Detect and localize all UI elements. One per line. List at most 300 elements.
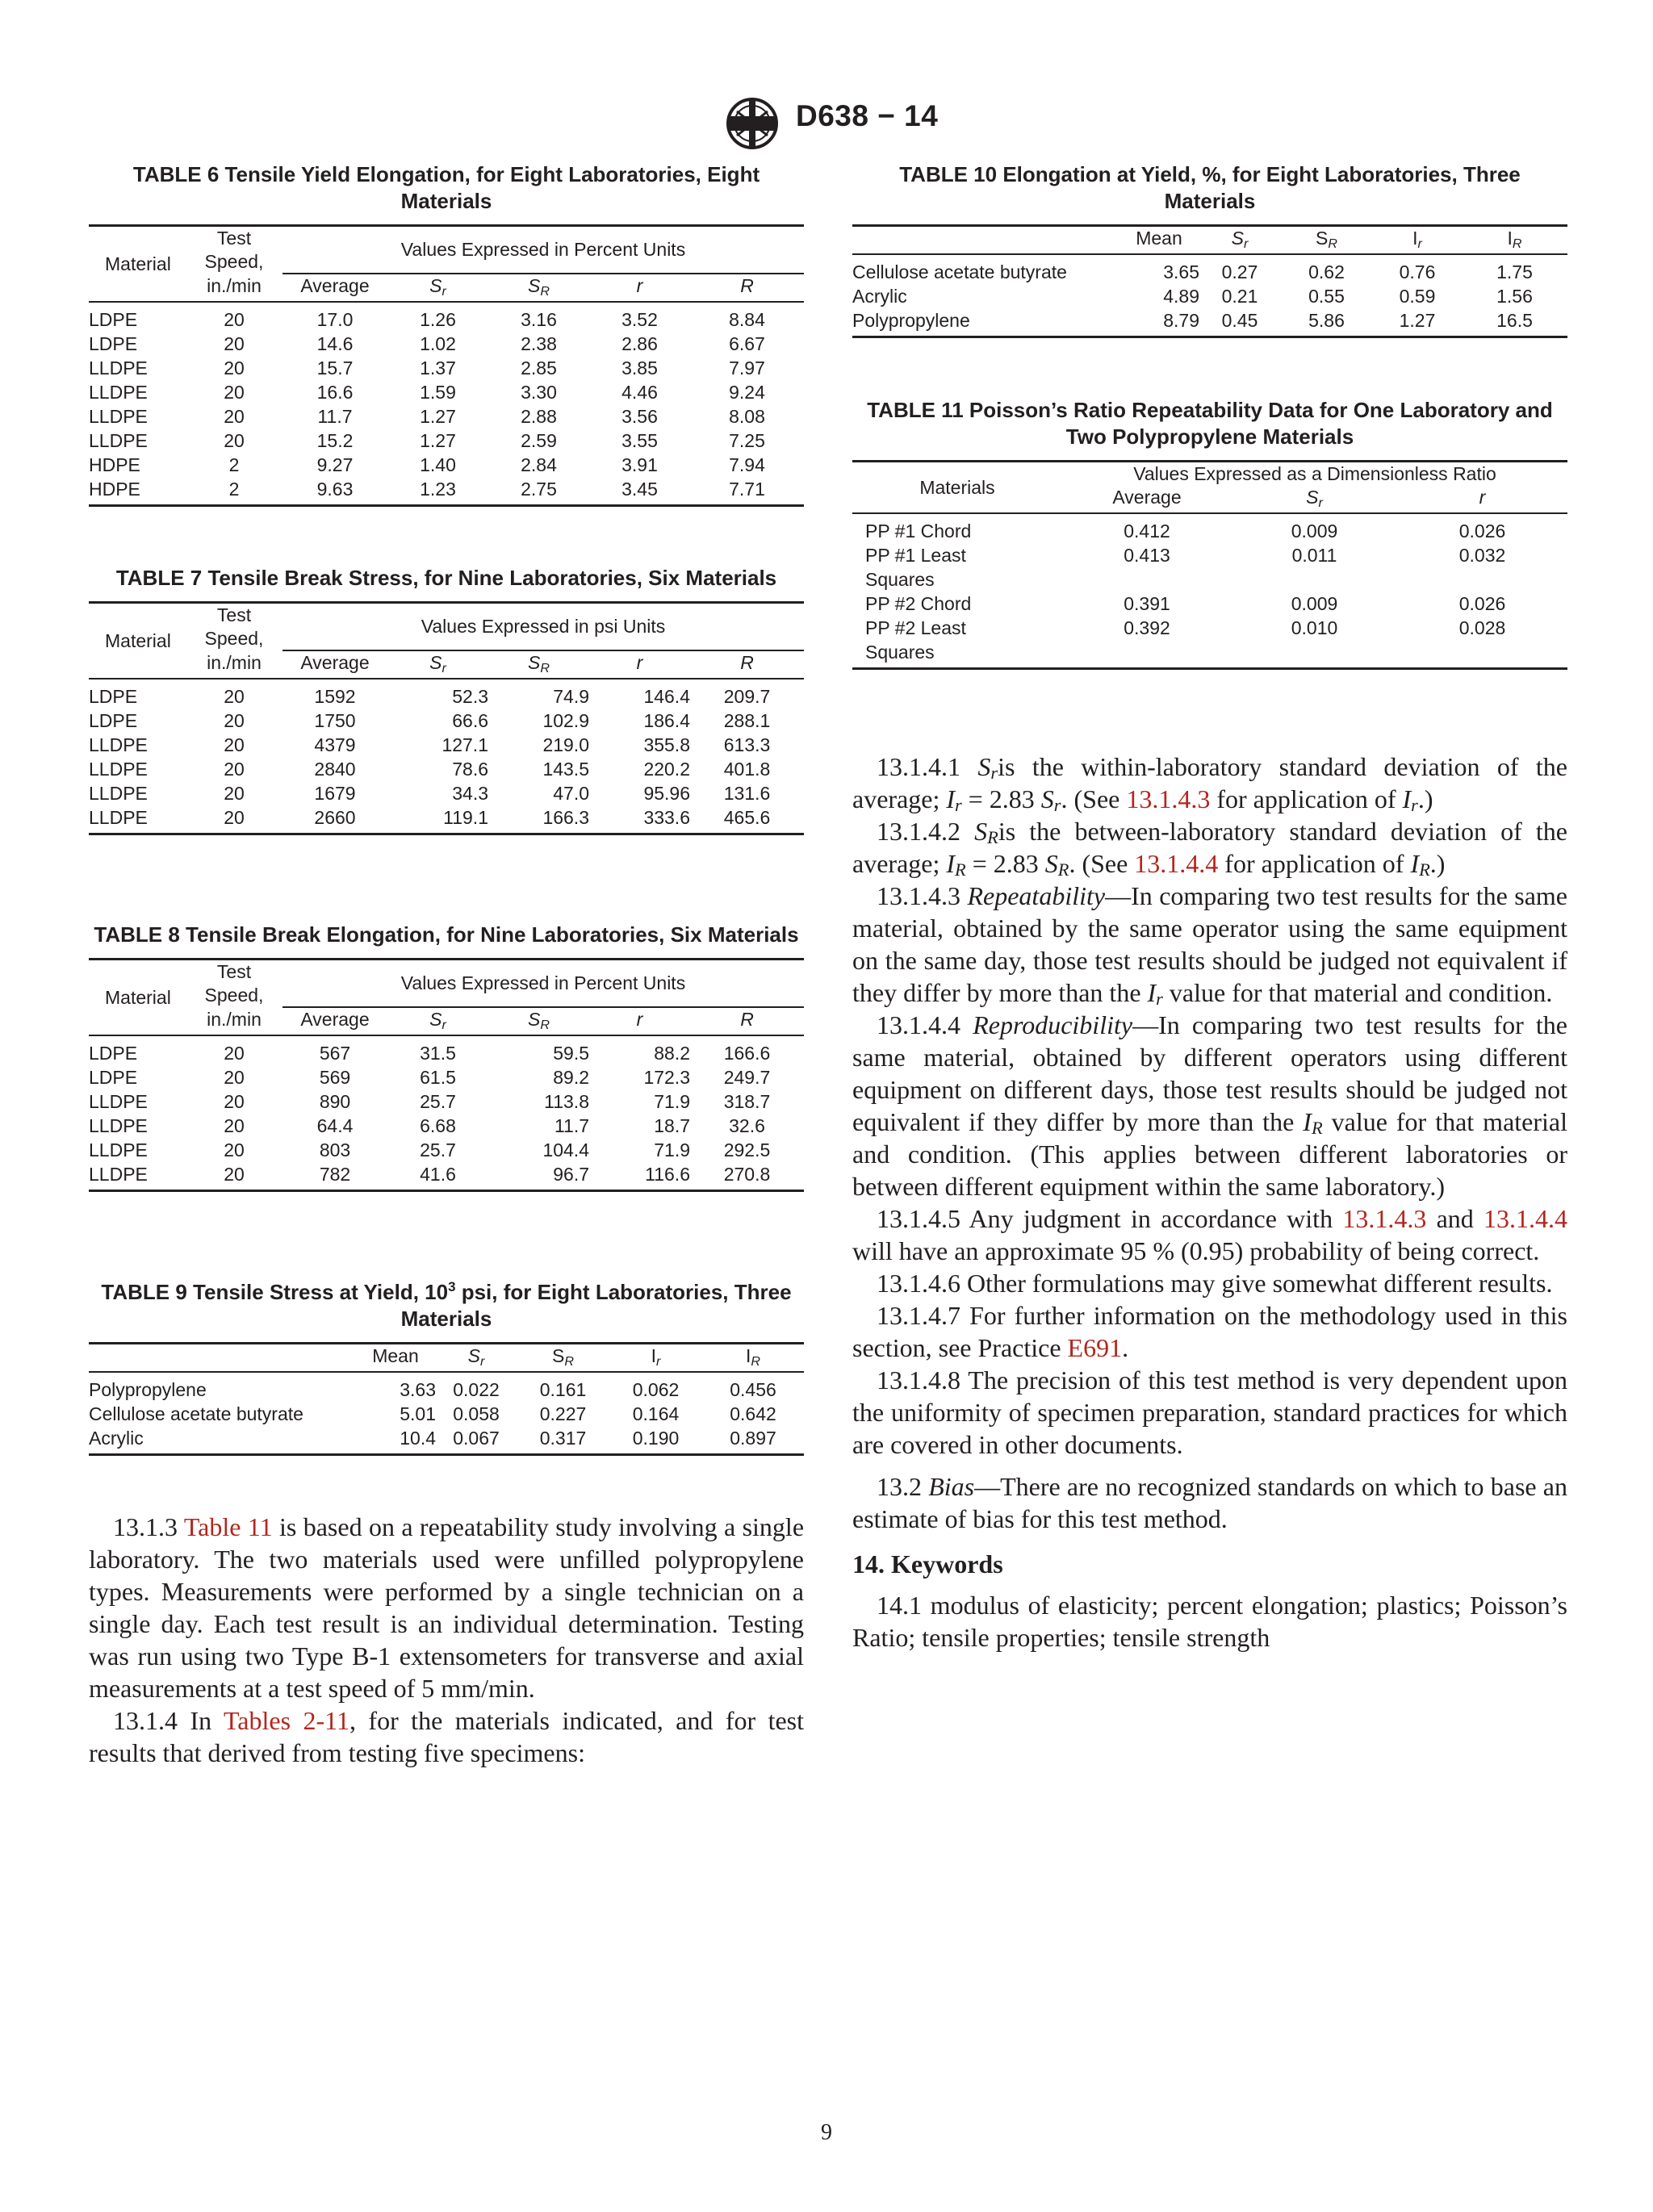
table-7-header-r: r xyxy=(589,650,690,679)
table-cell: 288.1 xyxy=(723,710,771,731)
heading-keywords: 14. Keywords xyxy=(852,1549,1003,1579)
table-cell: 0.21 xyxy=(1221,286,1258,307)
table-8-row xyxy=(89,1089,804,1114)
table-cell: 1.75 xyxy=(1496,261,1533,282)
table-cell: 96.7 xyxy=(488,1162,589,1191)
table-cell: 0.62 xyxy=(1308,261,1345,282)
table-cell: 890 xyxy=(319,1091,351,1112)
table-cell: 2660 xyxy=(282,805,387,834)
table-6-header-R: R xyxy=(690,274,804,302)
table-6-row xyxy=(89,429,804,453)
table-cell: PP #2 Chord xyxy=(865,593,972,614)
table-cell: 20 xyxy=(224,358,245,378)
table-cell: Acrylic xyxy=(89,1426,355,1455)
paragraph-13-1-4-3: 13.1.4.3 Repeatability—In comparing two test results for the same material, obtained by the same operator using the same equipment on the same day, those test results should be judged not equivalent if they differ by more than the $I_r$ value for that material and condition. xyxy=(852,881,1567,1009)
table-cell: LDPE xyxy=(89,333,138,354)
table-cell: LLDPE xyxy=(89,759,148,780)
table-cell: 20 xyxy=(186,1162,282,1191)
table-cell: 0.642 xyxy=(730,1403,776,1424)
table-8-row xyxy=(89,1065,804,1089)
table-cell: 1.59 xyxy=(420,382,456,403)
table-11-header-average: Average xyxy=(1062,486,1232,513)
table-cell: 3.16 xyxy=(521,309,557,330)
table-7-header-speed-2: Speed, xyxy=(204,628,264,649)
paragraph-13-1-3: 13.1.3 Table 11 is based on a repeatability study involving a single laboratory. The two materials used were unfilled polypropylene types. Measurements were performed by a single technician on a single day. Each test result is an individual determination. Testing was run using two Type B-1 extensometers for transverse and axial measurements at a test speed of 5 mm/min. xyxy=(89,1512,805,1703)
table-7-header-speed-3: in./min xyxy=(186,650,282,679)
table-cell: 0.190 xyxy=(609,1426,702,1455)
table-cell: 78.6 xyxy=(452,759,488,780)
table-cell: 2.59 xyxy=(521,430,557,451)
table-11-header-r: r xyxy=(1397,486,1567,513)
table-cell: 16.6 xyxy=(316,382,354,403)
table-cell: LDPE xyxy=(89,309,138,330)
table-cell: 5.86 xyxy=(1280,308,1373,337)
table-cell: 52.3 xyxy=(452,686,488,707)
table-9-header-sR: $S_R$ xyxy=(517,1344,609,1373)
table-7-header-sr: $S_r$ xyxy=(387,650,488,679)
table-cell: 18.7 xyxy=(654,1115,690,1136)
table-cell: 20 xyxy=(224,1067,245,1088)
table-6-header-group: Values Expressed in Percent Units xyxy=(282,226,804,274)
table-cell: 6.67 xyxy=(729,333,765,354)
table-cell: 20 xyxy=(224,686,245,707)
table-11-header-materials: Materials xyxy=(852,462,1062,514)
table-10-grid xyxy=(852,224,1567,338)
table-cell: 20 xyxy=(224,333,245,354)
table-cell: LLDPE xyxy=(89,1091,148,1112)
table-cell: 0.391 xyxy=(1124,593,1170,614)
table-6-caption: TABLE 6 Tensile Yield Elongation, for Eight Laboratories, Eight Materials xyxy=(132,162,760,213)
table-10 xyxy=(852,161,1567,338)
table-cell: 270.8 xyxy=(690,1162,804,1191)
link-13-1-4-4-b[interactable]: 13.1.4.4 xyxy=(1484,1204,1568,1233)
table-cell: 0.026 xyxy=(1458,593,1506,614)
table-7-header-sR: $S_R$ xyxy=(488,650,589,679)
table-cell: 3.56 xyxy=(621,406,658,427)
paragraph-14-1: 14.1 modulus of elasticity; percent elongation; plastics; Poisson’s Ratio; tensile properties; tensile strength xyxy=(852,1591,1567,1652)
table-cell: 143.5 xyxy=(542,759,589,780)
table-cell: 1.23 xyxy=(387,477,488,506)
table-cell: 74.9 xyxy=(553,686,589,707)
table-cell: 64.4 xyxy=(316,1115,354,1136)
table-7 xyxy=(89,565,804,835)
table-cell: 89.2 xyxy=(553,1067,589,1088)
table-cell: 172.3 xyxy=(643,1067,690,1088)
table-cell: 20 xyxy=(224,309,245,330)
table-8-header-speed-1: Test xyxy=(186,960,282,985)
table-cell: 10.4 xyxy=(355,1426,436,1455)
table-cell: 0.227 xyxy=(539,1403,587,1424)
table-cell: 2 xyxy=(228,454,240,475)
table-cell: 34.3 xyxy=(452,783,488,804)
table-7-row xyxy=(89,805,804,834)
table-11 xyxy=(852,397,1567,670)
table-cell: 0.026 xyxy=(1458,521,1506,542)
table-9-row xyxy=(89,1426,804,1455)
table-cell: 0.392 xyxy=(1124,617,1170,638)
table-cell: 25.7 xyxy=(420,1139,456,1160)
table-cell: LLDPE xyxy=(89,805,186,834)
table-7-header-material: Material xyxy=(89,603,186,679)
right-body-text xyxy=(852,751,1567,1654)
table-cell: 16.5 xyxy=(1462,308,1567,337)
table-cell: LLDPE xyxy=(89,430,148,451)
table-cell: 0.456 xyxy=(730,1379,776,1400)
table-6-grid xyxy=(89,224,804,507)
table-8 xyxy=(89,922,804,1192)
table-cell: 0.011 xyxy=(1291,545,1337,566)
table-cell: 102.9 xyxy=(542,710,589,731)
table-cell: LLDPE xyxy=(89,1139,148,1160)
table-cell xyxy=(1232,567,1397,592)
paragraph-13-1-4: 13.1.4 In Tables 2-11, for the materials indicated, and for test results that derived from testing five specimens: xyxy=(89,1706,805,1767)
table-cell: 1.02 xyxy=(420,333,456,354)
table-cell: 4.46 xyxy=(621,382,658,403)
table-cell: 59.5 xyxy=(553,1043,589,1064)
table-cell: 66.6 xyxy=(452,710,488,731)
table-cell: 0.022 xyxy=(453,1379,500,1400)
document-title: D638 − 14 xyxy=(796,99,939,132)
table-cell: LDPE xyxy=(89,1067,138,1088)
table-cell: 569 xyxy=(319,1067,351,1088)
table-cell: 20 xyxy=(224,710,245,731)
table-8-row xyxy=(89,1138,804,1162)
table-6-header-average: Average xyxy=(282,274,387,302)
table-7-header-R: R xyxy=(690,650,804,679)
table-8-header-speed-3: in./min xyxy=(186,1007,282,1035)
table-11-row xyxy=(852,567,1567,592)
table-cell: 8.79 xyxy=(1119,308,1199,337)
table-cell: 3.52 xyxy=(621,309,658,330)
table-cell: Acrylic xyxy=(852,286,907,307)
page-header xyxy=(0,95,1653,152)
table-cell: 166.6 xyxy=(723,1043,771,1064)
table-cell: 7.97 xyxy=(729,358,765,378)
table-cell: HDPE xyxy=(89,454,140,475)
table-10-header-sr: $S_r$ xyxy=(1199,226,1280,255)
left-body-text xyxy=(89,1511,804,1769)
table-cell: 0.76 xyxy=(1399,261,1436,282)
table-9-row xyxy=(89,1402,804,1426)
table-cell: 20 xyxy=(224,1091,245,1112)
table-cell: 4.89 xyxy=(1163,286,1199,307)
table-6-header-material: Material xyxy=(89,226,186,303)
table-cell: 0.058 xyxy=(453,1403,500,1424)
table-cell: 3.65 xyxy=(1163,261,1199,282)
paragraph-13-1-4-8: 13.1.4.8 The precision of this test method is very dependent upon the uniformity of specimen preparation, standard practices for which are covered in other documents. xyxy=(852,1365,1567,1459)
table-cell: 31.5 xyxy=(420,1043,456,1064)
table-cell: LLDPE xyxy=(89,734,148,755)
table-cell: 20 xyxy=(224,783,245,804)
table-8-row xyxy=(89,1035,804,1065)
table-9-header-ir: $I_r$ xyxy=(609,1344,702,1373)
table-11-row xyxy=(852,592,1567,616)
table-6-header-sr: $S_r$ xyxy=(387,274,488,302)
table-11-caption: TABLE 11 Poisson’s Ratio Repeatability Data for One Laboratory and Two Polypropylene Materials xyxy=(867,398,1553,449)
table-11-row xyxy=(852,616,1567,640)
table-cell: 209.7 xyxy=(723,686,771,707)
table-cell: 9.24 xyxy=(729,382,765,403)
table-cell: 1.40 xyxy=(420,454,456,475)
table-cell: 25.7 xyxy=(420,1091,456,1112)
table-cell: 803 xyxy=(319,1139,351,1160)
table-10-row xyxy=(852,308,1567,337)
table-cell: Polypropylene xyxy=(852,308,1119,337)
link-tables-2-11[interactable]: Tables 2-11 xyxy=(223,1706,349,1735)
table-cell: LLDPE xyxy=(89,358,148,378)
table-cell: 15.7 xyxy=(316,358,354,378)
table-cell: LLDPE xyxy=(89,406,148,427)
table-cell: 2.88 xyxy=(521,406,557,427)
table-8-row xyxy=(89,1162,804,1191)
table-cell: 1592 xyxy=(314,686,356,707)
table-cell: 71.9 xyxy=(654,1139,690,1160)
table-cell: 219.0 xyxy=(542,734,589,755)
table-cell: Cellulose acetate butyrate xyxy=(89,1403,303,1424)
table-cell: Cellulose acetate butyrate xyxy=(852,261,1067,282)
astm-logo-icon xyxy=(721,95,784,152)
table-cell xyxy=(1397,567,1567,592)
link-table-11[interactable]: Table 11 xyxy=(183,1512,273,1541)
table-8-header-average: Average xyxy=(282,1007,387,1035)
table-8-header-speed-2: Speed, xyxy=(204,985,264,1006)
table-7-row xyxy=(89,733,804,757)
table-cell: 131.6 xyxy=(723,783,771,804)
table-cell: 0.009 xyxy=(1291,593,1338,614)
table-9-header-iR: $I_R$ xyxy=(702,1344,804,1373)
table-cell: 20 xyxy=(224,382,245,403)
table-cell: 32.6 xyxy=(729,1115,765,1136)
table-8-header-r: r xyxy=(589,1007,690,1035)
table-cell: 0.45 xyxy=(1199,308,1280,337)
table-cell: 1.37 xyxy=(420,358,456,378)
table-10-row xyxy=(852,284,1567,308)
link-e691[interactable]: E691 xyxy=(1067,1333,1123,1362)
table-cell: 146.4 xyxy=(643,686,690,707)
table-cell xyxy=(1397,640,1567,669)
table-cell: 9.27 xyxy=(316,454,354,475)
table-cell: 401.8 xyxy=(723,759,771,780)
table-10-header-sR: $S_R$ xyxy=(1280,226,1373,255)
table-11-row xyxy=(852,513,1567,543)
table-8-header-R: R xyxy=(690,1007,804,1035)
table-7-header-average: Average xyxy=(282,650,387,679)
link-13-1-4-3-b[interactable]: 13.1.4.3 xyxy=(1342,1204,1427,1233)
table-cell: 186.4 xyxy=(643,710,690,731)
table-cell: 17.0 xyxy=(316,309,354,330)
link-13-1-4-4[interactable]: 13.1.4.4 xyxy=(1134,849,1219,878)
paragraph-13-2: 13.2 Bias—There are no recognized standards on which to base an estimate of bias for this test method. xyxy=(852,1472,1568,1533)
paragraph-13-1-4-4: 13.1.4.4 Reproducibility—In comparing two test results for the same material, obtained by different operators using different equipment on different days, those test results should be judged not equivalent if they differ by more than the $I_R$ value for that material and condition. (This applies between different laboratories or between different equipment within the same laboratory.) xyxy=(852,1010,1568,1201)
table-cell: 355.8 xyxy=(643,734,690,755)
table-cell: LDPE xyxy=(89,710,138,731)
table-cell: 2.86 xyxy=(621,333,658,354)
table-cell: 116.6 xyxy=(589,1162,690,1191)
paragraph-13-1-4-2: 13.1.4.2 $S_Ris$ the between-laboratory standard deviation of the average; $I_R = 2.83$ $S_R$. (See 13.1.4.4 for application of $I_R$.) xyxy=(852,817,1567,880)
table-cell: 2.38 xyxy=(521,333,557,354)
table-11-header-group: Values Expressed as a Dimensionless Ratio xyxy=(1062,462,1567,487)
table-cell: 11.7 xyxy=(554,1115,589,1136)
table-11-row xyxy=(852,640,1567,669)
table-cell: LDPE xyxy=(89,686,138,707)
table-10-header-iR: $I_R$ xyxy=(1462,226,1567,255)
table-cell: 8.84 xyxy=(729,309,765,330)
table-7-row xyxy=(89,757,804,781)
table-cell: 119.1 xyxy=(387,805,488,834)
table-10-caption: TABLE 10 Elongation at Yield, %, for Eight Laboratories, Three Materials xyxy=(899,162,1521,213)
table-cell: 1.56 xyxy=(1496,286,1533,307)
table-7-row xyxy=(89,709,804,733)
table-cell: 14.6 xyxy=(316,333,354,354)
table-cell: 88.2 xyxy=(654,1043,690,1064)
table-cell: 333.6 xyxy=(589,805,690,834)
table-cell: 20 xyxy=(224,1139,245,1160)
table-11-header-sr: $S_r$ xyxy=(1232,486,1397,513)
table-cell: 220.2 xyxy=(643,759,690,780)
table-cell: 113.8 xyxy=(544,1091,589,1112)
paragraph-13-1-4-6: 13.1.4.6 Other formulations may give somewhat different results. xyxy=(877,1269,1553,1298)
table-6-row xyxy=(89,332,804,356)
link-13-1-4-3[interactable]: 13.1.4.3 xyxy=(1126,784,1211,813)
table-cell: 1679 xyxy=(314,783,356,804)
table-6 xyxy=(89,161,804,507)
table-cell: 7.71 xyxy=(690,477,804,506)
table-7-header-group: Values Expressed in psi Units xyxy=(282,603,804,651)
table-6-row xyxy=(89,380,804,404)
table-6-header-speed-3: in./min xyxy=(186,274,282,302)
table-cell: 41.6 xyxy=(387,1162,488,1191)
table-6-row xyxy=(89,453,804,477)
table-cell: 2 xyxy=(186,477,282,506)
table-9-header-sr: $S_r$ xyxy=(436,1344,517,1373)
table-cell: 465.6 xyxy=(690,805,804,834)
table-cell: 318.7 xyxy=(723,1091,771,1112)
table-8-row xyxy=(89,1114,804,1138)
table-cell: Squares xyxy=(852,640,1062,669)
table-7-grid xyxy=(89,601,804,835)
table-cell: 127.1 xyxy=(441,734,488,755)
table-11-grid xyxy=(852,460,1567,670)
table-8-grid xyxy=(89,958,804,1192)
table-cell: 20 xyxy=(186,805,282,834)
table-cell: Polypropylene xyxy=(89,1379,207,1400)
table-cell: 0.317 xyxy=(517,1426,609,1455)
table-cell: 8.08 xyxy=(729,406,765,427)
table-cell: 20 xyxy=(224,1115,245,1136)
page-number: 9 xyxy=(821,2120,832,2145)
table-cell: 249.7 xyxy=(723,1067,771,1088)
table-cell: PP #1 Chord xyxy=(865,521,972,542)
table-cell: LLDPE xyxy=(89,1115,148,1136)
table-cell: 61.5 xyxy=(420,1067,456,1088)
table-cell: 71.9 xyxy=(654,1091,690,1112)
table-6-header-sR: $S_R$ xyxy=(488,274,589,302)
table-cell: 1750 xyxy=(314,710,356,731)
table-cell: PP #1 Least xyxy=(865,545,966,566)
table-cell: 0.59 xyxy=(1399,286,1436,307)
table-cell xyxy=(1062,567,1232,592)
table-cell: 1.27 xyxy=(420,406,456,427)
table-cell: 3.63 xyxy=(400,1379,436,1400)
table-cell: LLDPE xyxy=(89,1162,186,1191)
table-cell: 3.55 xyxy=(621,430,658,451)
table-cell: 1.27 xyxy=(1373,308,1462,337)
table-8-header-sr: $S_r$ xyxy=(387,1007,488,1035)
table-9 xyxy=(89,1279,804,1456)
table-cell: LLDPE xyxy=(89,382,148,403)
table-cell: 0.062 xyxy=(632,1379,680,1400)
table-cell: PP #2 Least xyxy=(865,617,966,638)
table-cell: 9.63 xyxy=(282,477,387,506)
table-cell: 0.009 xyxy=(1291,521,1338,542)
table-cell: 0.028 xyxy=(1458,617,1506,638)
table-cell: 0.412 xyxy=(1124,521,1170,542)
table-10-header-ir: $I_r$ xyxy=(1373,226,1462,255)
table-6-header-speed-1: Test xyxy=(186,226,282,251)
table-cell: 15.2 xyxy=(316,430,354,451)
table-9-grid xyxy=(89,1342,804,1456)
table-cell xyxy=(1232,640,1397,669)
table-cell: 0.032 xyxy=(1458,545,1506,566)
table-cell: 2.75 xyxy=(488,477,589,506)
table-cell: 3.85 xyxy=(621,358,658,378)
table-cell: LLDPE xyxy=(89,783,148,804)
table-cell: 0.897 xyxy=(702,1426,804,1455)
table-cell: 20 xyxy=(224,1043,245,1064)
table-cell: 3.45 xyxy=(589,477,690,506)
table-cell: 2840 xyxy=(314,759,356,780)
table-cell: 0.010 xyxy=(1291,617,1338,638)
table-cell: 0.27 xyxy=(1221,261,1258,282)
table-9-row xyxy=(89,1372,804,1402)
table-cell: 47.0 xyxy=(553,783,589,804)
paragraph-13-1-4-1: 13.1.4.1 $S_ris$ the within-laboratory standard deviation of the average; $I_r = 2.83$ $S_r$. (See 13.1.4.3 for application of $I_r$.) xyxy=(852,752,1568,815)
table-7-caption: TABLE 7 Tensile Break Stress, for Nine Laboratories, Six Materials xyxy=(115,566,777,590)
table-8-header-group: Values Expressed in Percent Units xyxy=(282,960,804,1008)
table-10-header-mean: Mean xyxy=(1119,226,1199,255)
table-cell: 20 xyxy=(224,430,245,451)
table-cell: 11.7 xyxy=(317,406,353,427)
table-cell: 3.91 xyxy=(621,454,658,475)
table-cell: 4379 xyxy=(314,734,356,755)
table-6-header-speed-2: Speed, xyxy=(204,251,264,272)
table-cell: 0.413 xyxy=(1124,545,1170,566)
table-7-header-speed-1: Test xyxy=(186,603,282,628)
table-cell: 104.4 xyxy=(542,1139,589,1160)
table-8-header-material: Material xyxy=(89,960,186,1036)
table-cell xyxy=(1062,640,1232,669)
table-cell: LDPE xyxy=(89,1043,138,1064)
table-6-header-r: r xyxy=(589,274,690,302)
table-8-header-sR: $S_R$ xyxy=(488,1007,589,1035)
table-cell: 1.26 xyxy=(420,309,456,330)
paragraph-13-1-4-7: 13.1.4.7 For further information on the methodology used in this section, see Practice E691. xyxy=(852,1301,1567,1362)
table-cell: HDPE xyxy=(89,477,186,506)
table-cell: 95.96 xyxy=(643,783,690,804)
table-9-caption: TABLE 9 Tensile Stress at Yield, $10^3$ psi, for Eight Laboratories, Three Materials xyxy=(101,1279,792,1331)
table-cell: 20 xyxy=(224,759,245,780)
table-6-row xyxy=(89,404,804,429)
table-cell: 3.30 xyxy=(521,382,557,403)
table-cell: 20 xyxy=(224,406,245,427)
table-cell: 7.25 xyxy=(729,430,765,451)
table-cell: 5.01 xyxy=(400,1403,436,1424)
table-cell: 2.84 xyxy=(521,454,557,475)
table-cell: 0.161 xyxy=(539,1379,587,1400)
table-cell: 0.164 xyxy=(632,1403,680,1424)
table-cell: 0.55 xyxy=(1308,286,1345,307)
paragraph-13-1-4-5: 13.1.4.5 Any judgment in accordance with 13.1.4.3 and 13.1.4.4 will have an approximate 95 % (0.95) probability of being correct. xyxy=(852,1204,1568,1265)
